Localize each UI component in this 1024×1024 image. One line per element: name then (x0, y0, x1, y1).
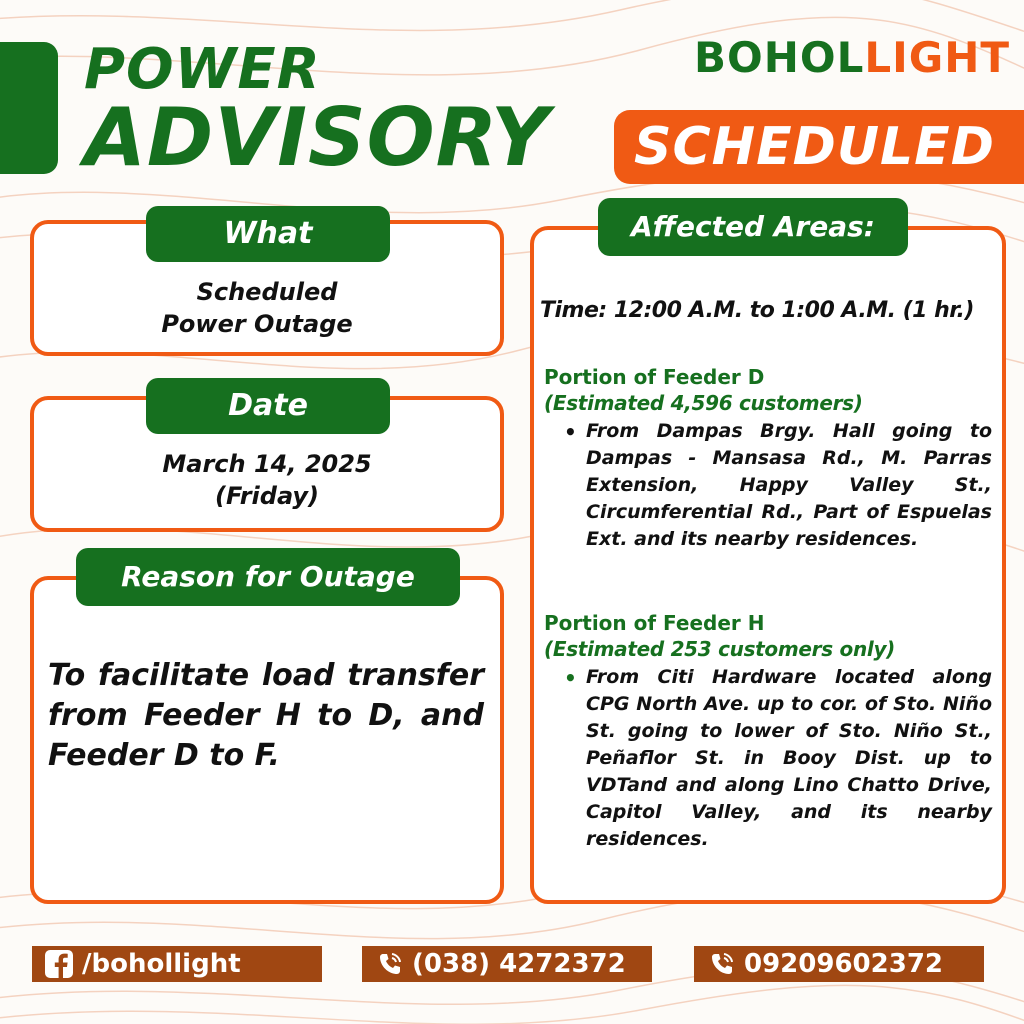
date-label: Date (146, 378, 390, 434)
what-label: What (146, 206, 390, 262)
brand-logo-l: L (864, 33, 893, 82)
feeder-h-subtitle: (Estimated 253 customers only) (544, 637, 896, 661)
what-line2: Power Outage (161, 310, 353, 338)
mobile-contact[interactable] (694, 946, 984, 982)
facebook-handle: /bohollight (82, 949, 241, 979)
facebook-icon (44, 949, 74, 979)
facebook-contact[interactable] (32, 946, 322, 982)
landline-contact[interactable] (362, 946, 652, 982)
feeder-h-title: Portion of Feeder H (544, 611, 765, 635)
feeder-d-title: Portion of Feeder D (544, 365, 765, 389)
feeder-h-description: From Citi Hardware located along CPG North Ave. up to cor. of Sto. Niño St. going to lower of Sto. Niño St., Peñaflor St. in Booy Dist. up to VDTand and along Lino Chatto Drive, Capitol Valley, and its nearby residences. (586, 666, 992, 850)
feeder-d-description: From Dampas Brgy. Hall going to Dampas - Mansasa Rd., M. Parras Extension, Happy Valley St., Circumferential Rd., Part of Espuelas Ext. and its nearby residences. (586, 420, 992, 550)
bullet-icon: • (564, 666, 577, 690)
brand-logo-part1: BOHOL (694, 33, 865, 82)
bullet-icon: • (564, 420, 577, 444)
outage-time: Time: 12:00 A.M. to 1:00 A.M. (1 hr.) (540, 298, 974, 323)
scheduled-badge: SCHEDULED (614, 110, 1024, 184)
feeder-d-subtitle: (Estimated 4,596 customers) (544, 391, 863, 415)
title-power: POWER (84, 37, 321, 102)
mobile-number: 09209602372 (744, 949, 943, 979)
phone-icon (376, 950, 404, 978)
landline-number: (038) 4272372 (412, 949, 626, 979)
reason-text: To facilitate load transfer from Feeder H to D, and Feeder D to F. (48, 658, 484, 773)
accent-bar (0, 42, 58, 174)
what-line1: Scheduled (196, 278, 338, 306)
phone-icon (708, 950, 736, 978)
affected-areas-label: Affected Areas: (598, 198, 908, 256)
brand-logo-part2: IGHT (892, 33, 1011, 82)
date-line2: (Friday) (214, 482, 320, 510)
date-line1: March 14, 2025 (162, 450, 372, 478)
brand-logo (694, 34, 1010, 82)
title-advisory: ADVISORY (84, 91, 550, 184)
reason-label: Reason for Outage (76, 548, 460, 606)
